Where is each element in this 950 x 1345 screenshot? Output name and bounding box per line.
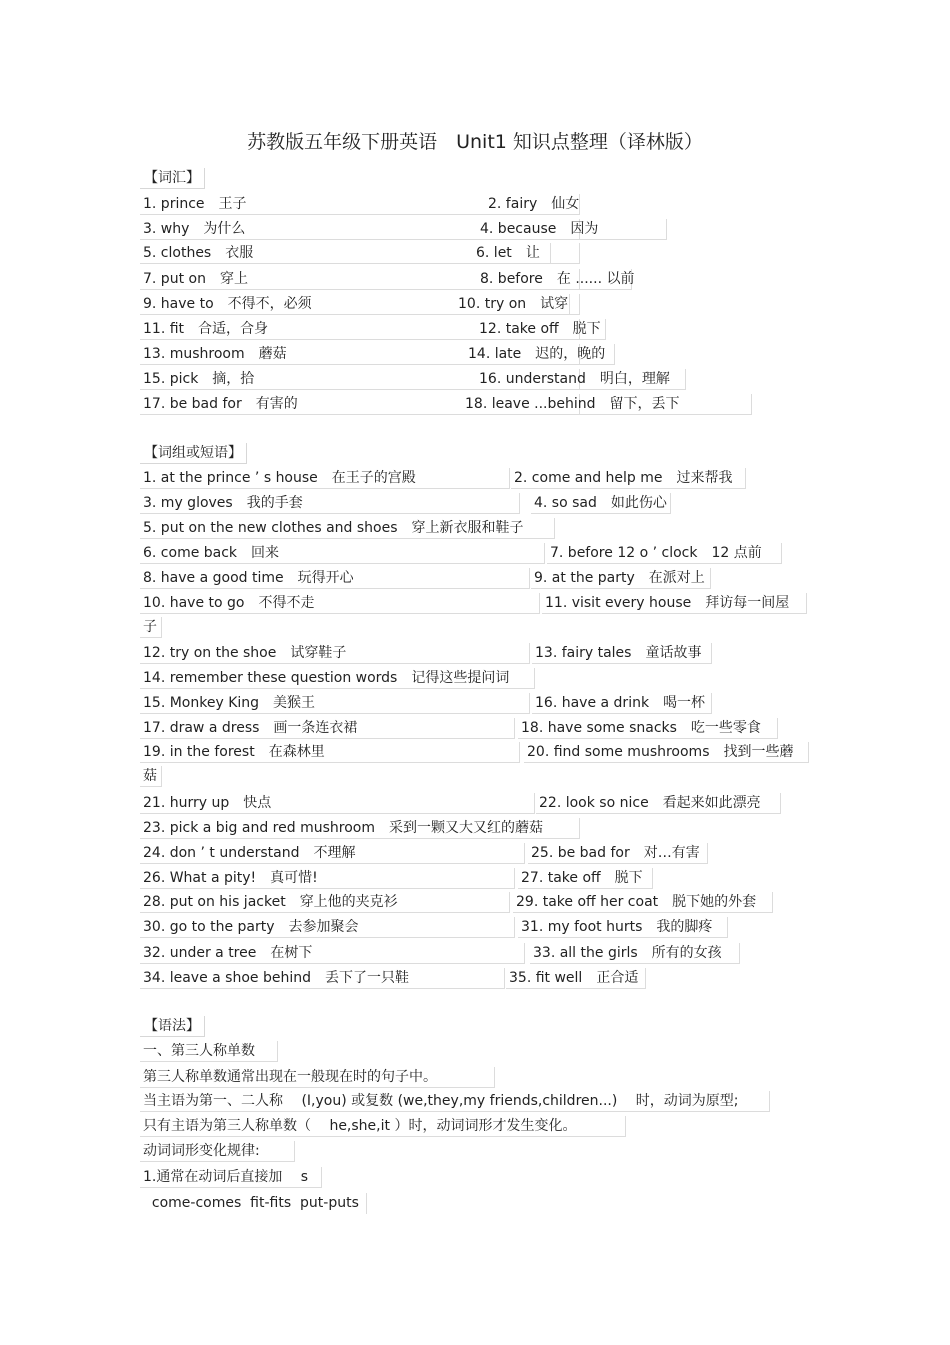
chinese-meaning: 找到一些蘑	[723, 744, 794, 760]
page-title: 苏教版五年级下册英语 Unit1 知识点整理（译林版）	[247, 131, 703, 153]
section-header-grammar: 【语法】	[140, 1016, 205, 1037]
english-term: 33. all the girls	[533, 945, 638, 961]
term-cell	[524, 742, 809, 763]
chinese-meaning: 迟的，晚的	[535, 346, 606, 362]
english-term: 21. hurry up	[143, 795, 230, 811]
term-cell	[506, 968, 646, 989]
chinese-meaning: 记得这些提问词	[411, 670, 510, 686]
section-header-phrases: 【词组或短语】	[140, 443, 247, 464]
term-cell	[140, 468, 510, 489]
chinese-meaning: 拜访每一间屋	[705, 595, 790, 611]
term-cell	[532, 693, 712, 714]
chinese-meaning: 明白，理解	[599, 371, 670, 387]
english-term: 24. don ’ t understand	[143, 845, 300, 861]
chinese-meaning: 看起来如此漂亮	[662, 795, 761, 811]
chinese-meaning: 让	[525, 245, 540, 261]
term-cell	[530, 943, 740, 964]
chinese-meaning: 有害的	[255, 396, 298, 412]
english-term: 13. mushroom	[143, 346, 245, 362]
list-item	[140, 568, 820, 590]
list-item	[140, 766, 820, 788]
english-term: 23. pick a big and red mushroom	[143, 820, 375, 836]
english-term: 11. visit every house	[545, 595, 692, 611]
term-cell	[532, 643, 712, 664]
term-cell	[462, 394, 752, 415]
english-term: 11. fit	[143, 321, 185, 337]
english-term: 8. have a good time	[143, 570, 284, 586]
english-term: 3. why	[143, 221, 190, 237]
term-cell	[518, 718, 778, 739]
english-term: 5. put on the new clothes and shoes	[143, 520, 398, 536]
chinese-meaning: 采到一颗又大又红的蘑菇	[388, 820, 543, 836]
term-cell	[511, 468, 746, 489]
chinese-meaning: 过来帮我	[676, 470, 733, 486]
chinese-meaning: 试穿鞋子	[290, 645, 347, 661]
english-term: 31. my foot hurts	[521, 919, 643, 935]
chinese-meaning: 我的脚疼	[656, 919, 713, 935]
term-cell	[518, 868, 653, 889]
list-item	[140, 319, 820, 341]
chinese-meaning: 蘑菇	[258, 346, 287, 362]
english-term: 19. in the forest	[143, 744, 255, 760]
chinese-meaning: 摘，拾	[212, 371, 255, 387]
english-term: 27. take off	[521, 870, 601, 886]
grammar-line: 第三人称单数通常出现在一般现在时的句子中。	[140, 1067, 495, 1088]
list-item	[140, 892, 820, 914]
term-cell	[528, 843, 708, 864]
term-cell	[477, 269, 635, 290]
term-cell	[140, 917, 515, 938]
english-term: 2. fairy	[488, 196, 538, 212]
chinese-meaning: 在派对上	[648, 570, 705, 586]
english-term: 6. come back	[143, 545, 238, 561]
chinese-meaning: 在树下	[270, 945, 313, 961]
english-term: 10. try on	[458, 296, 527, 312]
english-term: 1. prince	[143, 196, 205, 212]
english-term: 4. because	[480, 221, 557, 237]
list-item	[140, 269, 820, 291]
term-cell	[477, 219, 667, 240]
chinese-meaning: 去参加聚会	[288, 919, 359, 935]
list-item	[140, 718, 820, 740]
chinese-meaning: 穿上他的夹克衫	[299, 894, 398, 910]
term-cell	[140, 643, 530, 664]
list-item	[140, 219, 820, 241]
term-cell	[140, 668, 535, 689]
list-item	[140, 194, 820, 216]
english-term: 2. come and help me	[514, 470, 663, 486]
term-cell	[140, 943, 525, 964]
english-term: 子	[143, 619, 157, 635]
chinese-meaning: 不得不走	[258, 595, 315, 611]
english-term: 22. look so nice	[539, 795, 649, 811]
term-cell	[518, 917, 728, 938]
chinese-meaning: 喝一杯	[663, 695, 706, 711]
list-item	[140, 493, 820, 515]
english-term: 18. leave ...behind	[465, 396, 596, 412]
english-term: 32. under a tree	[143, 945, 257, 961]
term-cell	[455, 294, 570, 315]
term-cell	[476, 319, 606, 340]
list-item	[140, 818, 820, 840]
list-item	[140, 868, 820, 890]
chinese-meaning: 留下，丢下	[609, 396, 680, 412]
list-item	[140, 394, 820, 416]
english-term: 9. have to	[143, 296, 214, 312]
english-term: 4. so sad	[534, 495, 597, 511]
chinese-meaning: 脱下她的外套	[672, 894, 757, 910]
english-term: 5. clothes	[143, 245, 212, 261]
grammar-line: 只有主语为第三人称单数（ he,she,it ）时，动词词形才发生变化。	[140, 1116, 626, 1137]
english-term: 26. What a pity!	[143, 870, 257, 886]
term-cell	[513, 892, 773, 913]
chinese-meaning: 穿上	[219, 271, 248, 287]
list-item	[140, 917, 820, 939]
term-cell	[140, 892, 510, 913]
english-term: 17. be bad for	[143, 396, 242, 412]
term-cell	[542, 593, 807, 614]
term-cell	[485, 194, 580, 215]
term-cell	[476, 369, 686, 390]
term-cell	[140, 968, 505, 989]
english-term: 12. try on the shoe	[143, 645, 277, 661]
list-item	[140, 243, 820, 265]
english-term: 12. take off	[479, 321, 559, 337]
english-term: 1. at the prince ’ s house	[143, 470, 318, 486]
english-term: 15. Monkey King	[143, 695, 260, 711]
term-cell	[140, 568, 530, 589]
term-cell	[140, 493, 520, 514]
grammar-line: 1.通常在动词后直接加 s	[140, 1167, 322, 1188]
chinese-meaning: 王子	[218, 196, 247, 212]
term-cell	[140, 593, 540, 614]
english-term: 16. understand	[479, 371, 586, 387]
list-item	[140, 344, 820, 366]
chinese-meaning: 为什么	[203, 221, 246, 237]
chinese-meaning: 丢下了一只鞋	[325, 970, 409, 986]
english-term: 30. go to the party	[143, 919, 275, 935]
english-term: 14. late	[468, 346, 522, 362]
list-item	[140, 593, 820, 615]
list-item	[140, 843, 820, 865]
grammar-line: 当主语为第一、二人称 (I,you) 或复数 (we,they,my friends,children...) 时，动词为原型;	[140, 1091, 770, 1112]
term-cell	[531, 568, 711, 589]
chinese-meaning: 吃一些零食	[690, 720, 761, 736]
term-cell	[140, 617, 162, 638]
chinese-meaning: 回来	[251, 545, 280, 561]
chinese-meaning: 合适，合身	[198, 321, 269, 337]
list-item	[140, 742, 820, 764]
chinese-meaning: 真可惜!	[270, 870, 318, 886]
list-item	[140, 617, 820, 639]
term-cell	[140, 843, 525, 864]
term-cell	[140, 868, 515, 889]
list-item	[140, 518, 820, 540]
english-term: 13. fairy tales	[535, 645, 632, 661]
chinese-meaning: 不理解	[313, 845, 356, 861]
english-term: 菇	[143, 768, 157, 784]
english-term: 16. have a drink	[535, 695, 650, 711]
term-cell	[140, 818, 580, 839]
english-term: 35. fit well	[509, 970, 583, 986]
chinese-meaning: 试穿	[540, 296, 569, 312]
term-cell	[140, 518, 555, 539]
chinese-meaning: 仙女	[551, 196, 580, 212]
english-term: 34. leave a shoe behind	[143, 970, 311, 986]
term-cell	[140, 793, 535, 814]
english-term: 20. find some mushrooms	[527, 744, 710, 760]
english-term: 15. pick	[143, 371, 199, 387]
chinese-meaning: 如此伤心	[610, 495, 667, 511]
grammar-line: come-comes fit-fits put-puts	[140, 1193, 367, 1214]
chinese-meaning: 所有的女孩	[651, 945, 722, 961]
english-term: 9. at the party	[534, 570, 635, 586]
english-term: 6. let	[476, 245, 512, 261]
term-cell	[140, 766, 162, 787]
chinese-meaning: 童话故事	[645, 645, 702, 661]
chinese-meaning: 在森林里	[268, 744, 325, 760]
grammar-line: 一、第三人称单数	[140, 1041, 278, 1062]
chinese-meaning: 在王子的宫殿	[331, 470, 416, 486]
chinese-meaning: 画一条连衣裙	[273, 720, 358, 736]
chinese-meaning: 快点	[243, 795, 272, 811]
english-term: 29. take off her coat	[516, 894, 659, 910]
english-term: 17. draw a dress	[143, 720, 260, 736]
list-item	[140, 643, 820, 665]
list-item	[140, 369, 820, 391]
chinese-meaning: 脱下	[614, 870, 643, 886]
english-term: 7. put on	[143, 271, 206, 287]
english-term: 8. before	[480, 271, 543, 287]
chinese-meaning: 玩得开心	[297, 570, 354, 586]
chinese-meaning: 衣服	[225, 245, 254, 261]
list-item	[140, 668, 820, 690]
term-cell	[140, 543, 545, 564]
chinese-meaning: 在 ...... 以前	[556, 271, 635, 287]
grammar-line: 动词词形变化规律:	[140, 1141, 295, 1162]
english-term: 10. have to go	[143, 595, 245, 611]
list-item	[140, 543, 820, 565]
term-cell	[140, 718, 515, 739]
list-item	[140, 693, 820, 715]
section-header-vocab: 【词汇】	[140, 168, 205, 189]
term-cell	[140, 693, 530, 714]
term-cell	[465, 344, 615, 365]
list-item	[140, 294, 820, 316]
chinese-meaning: 对…有害	[643, 845, 700, 861]
english-term: 28. put on his jacket	[143, 894, 286, 910]
term-cell	[473, 243, 551, 264]
chinese-meaning: 穿上新衣服和鞋子	[411, 520, 524, 536]
chinese-meaning: 我的手套	[246, 495, 303, 511]
list-item	[140, 468, 820, 490]
chinese-meaning: 因为	[570, 221, 599, 237]
chinese-meaning: 脱下	[572, 321, 601, 337]
term-cell	[536, 793, 781, 814]
english-term: 7. before 12 o ’ clock	[550, 545, 698, 561]
chinese-meaning: 12 点前	[711, 545, 762, 561]
english-term: 18. have some snacks	[521, 720, 677, 736]
list-item	[140, 793, 820, 815]
chinese-meaning: 正合适	[596, 970, 639, 986]
term-cell	[140, 742, 520, 763]
chinese-meaning: 不得不，必须	[227, 296, 312, 312]
english-term: 25. be bad for	[531, 845, 630, 861]
list-item	[140, 968, 820, 990]
term-cell	[547, 543, 782, 564]
english-term: 14. remember these question words	[143, 670, 398, 686]
term-cell	[531, 493, 671, 514]
english-term: 3. my gloves	[143, 495, 233, 511]
list-item	[140, 943, 820, 965]
chinese-meaning: 美猴王	[273, 695, 316, 711]
